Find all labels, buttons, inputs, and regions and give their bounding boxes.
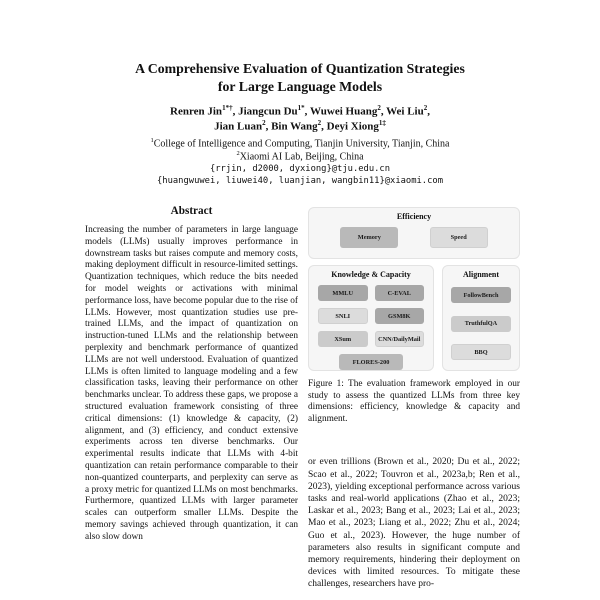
knowledge-capacity-panel-title: Knowledge & Capacity [331,270,411,280]
author-name: Renren Jin [170,105,223,118]
efficiency-panel-title: Efficiency [396,212,432,222]
author-line-2: Jian Luan$^2$, Bin Wang$^2$, Deyi Xiong$^{1\ddagger}$ [214,119,386,134]
left-column [85,205,298,591]
author-superscript: 1*† [222,104,233,113]
contact-emails [0,164,600,188]
author-superscript: 2 [262,119,266,128]
introduction-body-text: or even trillions (Brown et al., 2020; Du et al., 2022; Scao et al., 2022; Touvron et al., 2023a,b; Ren et al., 2023), yielding exceptional performance across various tasks and real-world applications (Zhao et al., 2023; Laskar et al., 2023; Bang et al., 2023; Lai et al., 2023; Mao et al., 2023; Liang et al., 2022; Zhu et al., 2024; Guo et al., 2023). However, the huge number of parameters also results in significant compute and memory requirements, hindering their deployment on devices with limited resources. To mitigate these challenges, researchers have pro- [308,457,520,590]
paper-title [70,60,530,95]
author-superscript: 1* [297,104,305,113]
email-line: {rrjin, d2000, dyxiong}@tju.edu.cn [209,164,391,175]
paper-title-line1: A Comprehensive Evaluation of Quantization Strategies [135,61,465,76]
abstract-heading: Abstract [170,205,213,218]
author-name: Wuwei Huang [309,105,378,118]
paper-header [0,0,600,188]
efficiency-panel [308,207,520,259]
benchmark-box-bbq: BBQ [451,344,511,360]
benchmark-box-snli: SNLI [318,308,368,324]
two-column-body [85,205,518,591]
author-line-1: Renren Jin$^{1*\dagger}$, Jiangcun $Du^{1*}$, Wuwei Huang$^2$, Wei Liu$^2$, [170,104,430,118]
affiliation-line: $^1$College of Intelligence and Computing, Tianjin University, Tianjin, China [150,136,450,149]
affiliation-line: $^2$Xiaomi AI Lab, Beijing, China [236,149,364,163]
knowledge-capacity-panel [308,265,434,371]
benchmark-box-mmlu: MMLU [318,285,368,301]
author-name: Jian Luan [214,121,263,134]
author-name: Bin Wang [271,121,318,134]
evaluation-framework-diagram [308,207,520,371]
abstract-text: Increasing the number of parameters in large language models (LLMs) usually improves performance in downstream tasks but raises compute and memory costs, making deployment difficult in resource-limited settings. Quantization techniques, which reduce the bits needed for model weights or activations with minimal performance loss, have become popular due to the rise of LLMs. However, most quantization studies use pre-trained LLMs, and the impact of quantization on instruction-tuned LLMs and the relationship between perplexity and benchmark performance of quantized LLMs are not well understood. Evaluation of quantized LLMs is often limited to language modeling and a few classification tasks, leaving their performance on other benchmarks unclear. To address these gaps, we propose a structured evaluation framework consisting of three critical dimensions: (1) knowledge & capacity, (2) alignment, and (3) efficiency, and conduct extensive experiments across ten diverse benchmarks. Our experimental results indicate that LLMs with 4-bit quantization can retain performance comparable to their non-quantized counterparts, and perplexity can serve as a proxy metric for quantized LLMs on most benchmarks. Furthermore, quantized LLMs with larger parameter scales can outperform smaller LLMs. Despite the memory savings achieved through quantization, it can also slow down [85,225,298,542]
author-list [0,104,600,134]
author-superscript: 2 [423,104,428,113]
author-name: Wei Liu [386,105,424,118]
figure-1 [308,207,520,425]
alignment-panel-title: Alignment [463,270,499,280]
author-name: Deyi Xiong [326,121,379,134]
benchmark-box-speed: Speed [430,227,488,248]
benchmark-box-memory: Memory [340,227,398,248]
benchmark-box-cnndailymail: CNN/DailyMail [375,331,425,347]
author-superscript: 2 [317,119,322,128]
paper-title-line2: for Large Language Models [217,78,383,94]
author-name: Jiangcun Du [238,105,298,118]
benchmark-box-ceval: C-EVAL [375,285,425,301]
figure-1-caption: Figure 1: The evaluation framework employed in our study to assess the quantized LLMs from three key dimensions: efficiency, knowledge & capacity and alignment. [308,379,520,424]
benchmark-box-followbench: FollowBench [451,287,511,303]
author-superscript: 1‡ [378,119,386,128]
author-superscript: 2 [377,104,381,113]
right-column [308,205,520,591]
benchmark-box-truthfulqa: TruthfulQA [451,316,511,332]
alignment-panel [442,265,520,371]
benchmark-box-flores200: FLORES-200 [339,354,403,370]
benchmark-box-gsm8k: GSM8K [375,308,425,324]
benchmark-box-xsum: XSum [318,331,368,347]
email-line: {huangwuwei, liuwei40, luanjian, wangbin11}@xiaomi.com [157,176,443,187]
affiliations [0,137,600,164]
